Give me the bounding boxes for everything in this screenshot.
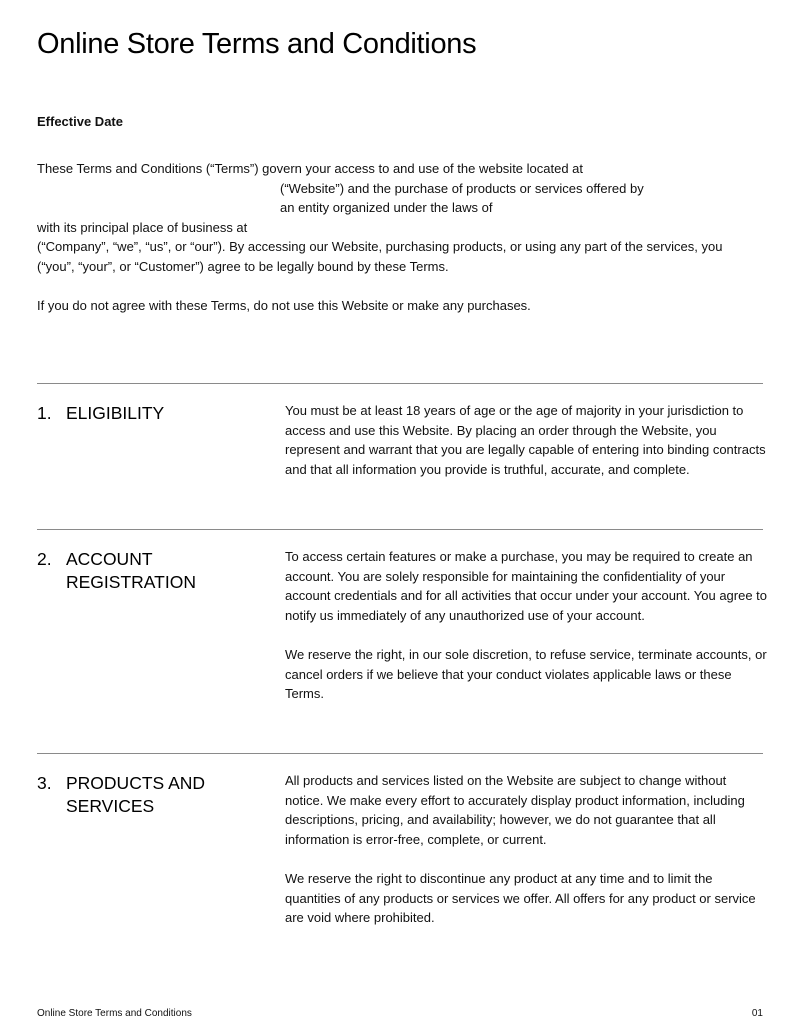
- section-title: ELIGIBILITY: [66, 403, 165, 423]
- page-number: 01: [751, 1008, 763, 1019]
- section-body-account-registration: [285, 547, 767, 704]
- intro-line: with its principal place of business at: [37, 219, 248, 235]
- intro-line: (“Company”, “we”, “us”, or “our”). By accessing our Website, purchasing products, or using any part of the services, you: [37, 239, 723, 255]
- intro-paragraph: [37, 159, 777, 316]
- section-number: 2.: [37, 549, 52, 569]
- section-title: PRODUCTS AND SERVICES: [66, 773, 206, 816]
- intro-line: (“you”, “your”, or “Customer”) agree to be legally bound by these Terms.: [37, 258, 449, 274]
- section-paragraph: To access certain features or make a purchase, you may be required to create an account. You are solely responsible for maintaining the confidentiality of your account credentials and for all activities that occur under your account. You agree to notify us immediately of any unauthorized use of your account.: [285, 549, 768, 623]
- intro-line: These Terms and Conditions (“Terms”) govern your access to and use of the website located at: [37, 161, 584, 176]
- section-paragraph: We reserve the right, in our sole discretion, to refuse service, terminate accounts, or cancel orders if we believe that your conduct violates applicable laws or these Terms.: [285, 646, 767, 702]
- section-number: 1.: [37, 403, 52, 423]
- page-title: Online Store Terms and Conditions: [37, 28, 477, 60]
- intro-notice: If you do not agree with these Terms, do not use this Website or make any purchases.: [37, 298, 531, 314]
- footer-document-title: Online Store Terms and Conditions: [37, 1008, 192, 1019]
- section-divider: [37, 383, 763, 384]
- effective-date-label: Effective Date: [37, 114, 123, 129]
- section-paragraph: All products and services listed on the Website are subject to change without notice. We make every effort to accurately display product information, including descriptions, pricing, and availability; however, we do not guarantee that all information is error-free, complete, or current.: [285, 773, 745, 847]
- section-body-products-and-services: [285, 771, 767, 928]
- section-divider: [37, 529, 763, 530]
- section-number: 3.: [37, 773, 52, 793]
- intro-line: an entity organized under the laws of: [280, 200, 493, 216]
- section-body-eligibility: [285, 401, 767, 479]
- section-title: ACCOUNT REGISTRATION: [66, 549, 196, 592]
- section-paragraph: We reserve the right to discontinue any product at any time and to limit the quantities of any products or services we offer. All offers for any product or service are void where prohibited.: [285, 870, 756, 926]
- section-divider: [37, 753, 763, 754]
- intro-line: (“Website”) and the purchase of products or services offered by: [280, 180, 644, 196]
- section-paragraph: You must be at least 18 years of age or the age of majority in your jurisdiction to access and use this Website. By placing an order through the Website, you represent and warrant that you are legally capable of entering into binding contracts and that all information you provide is truthful, accurate, and complete.: [285, 403, 766, 477]
